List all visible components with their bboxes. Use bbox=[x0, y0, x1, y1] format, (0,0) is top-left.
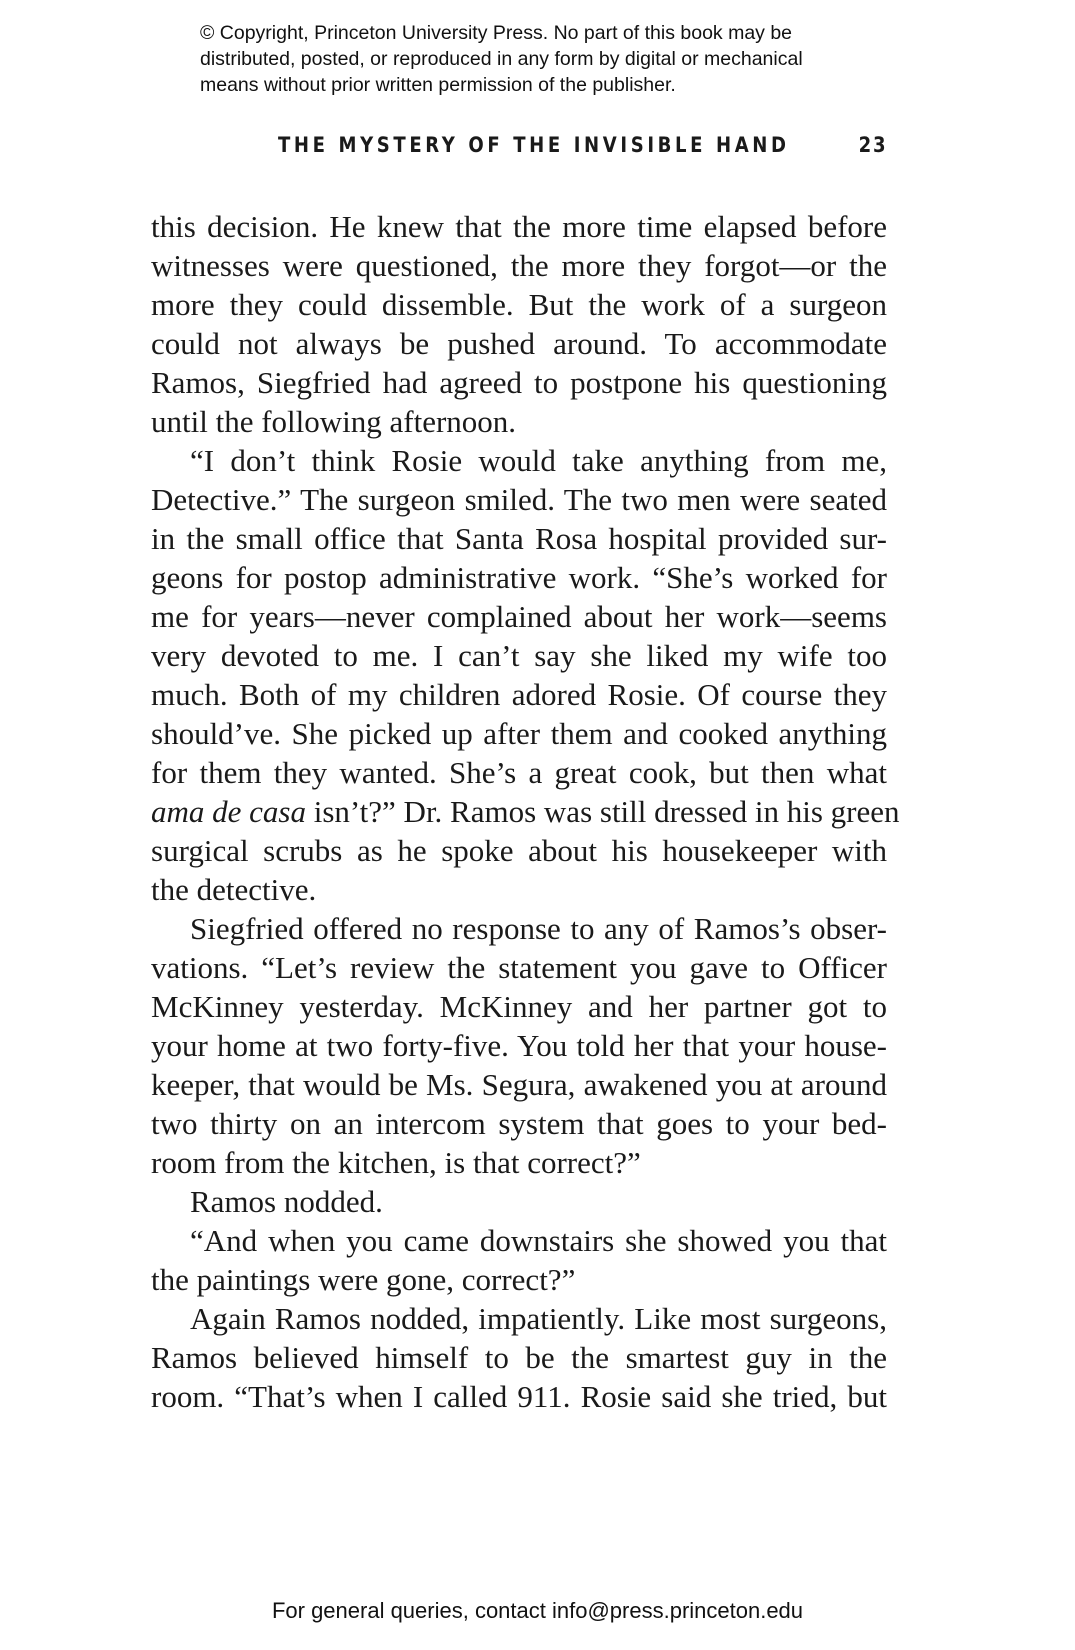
text-line-with-italic bbox=[151, 792, 900, 831]
running-head bbox=[150, 133, 887, 163]
text-line: geons for postop administrative work. “She’s worked for bbox=[151, 560, 887, 595]
body-text bbox=[151, 207, 900, 1416]
running-head-title: THE MYSTERY OF THE INVISIBLE HAND bbox=[278, 133, 790, 157]
text-line: this decision. He knew that the more time elapsed before bbox=[151, 209, 887, 244]
text-line: Siegfried offered no response to any of Ramos’s obser- bbox=[190, 911, 887, 946]
text-line: witnesses were questioned, the more they forgot—or the bbox=[151, 248, 887, 283]
text-line: “I don’t think Rosie would take anything from me, bbox=[190, 443, 887, 478]
text-line: vations. “Let’s review the statement you gave to Officer bbox=[151, 950, 887, 985]
text-line: until the following afternoon. bbox=[151, 404, 517, 439]
text-line: for them they wanted. She’s a great cook, but then what bbox=[151, 755, 887, 790]
text-line: your home at two forty-five. You told her that your house- bbox=[151, 1028, 887, 1063]
text-line: should’ve. She picked up after them and cooked anything bbox=[151, 716, 887, 751]
copyright-line: means without prior written permission of the publisher. bbox=[200, 74, 676, 96]
text-line: more they could dissemble. But the work of a surgeon bbox=[151, 287, 887, 322]
text-line: in the small office that Santa Rosa hospital provided sur- bbox=[151, 521, 887, 556]
text-line: the detective. bbox=[151, 872, 317, 907]
text-line: me for years—never complained about her work—seems bbox=[151, 599, 887, 634]
paragraph bbox=[151, 1299, 887, 1416]
text-line: room from the kitchen, is that correct?” bbox=[151, 1145, 641, 1180]
text-line: room. “That’s when I called 911. Rosie said she tried, but bbox=[151, 1379, 887, 1414]
text-line: could not always be pushed around. To accommodate bbox=[151, 326, 887, 361]
text-line: surgical scrubs as he spoke about his housekeeper with bbox=[151, 833, 887, 868]
copyright-notice bbox=[200, 20, 900, 98]
page-number: 23 bbox=[858, 133, 887, 157]
text-line: keeper, that would be Ms. Segura, awakened you at around bbox=[151, 1067, 887, 1102]
copyright-line: distributed, posted, or reproduced in any form by digital or mechanical bbox=[200, 48, 803, 70]
paragraph bbox=[151, 441, 900, 909]
paragraph bbox=[151, 1221, 887, 1299]
text-line: Ramos, Siegfried had agreed to postpone his questioning bbox=[151, 365, 887, 400]
text-line: Detective.” The surgeon smiled. The two men were seated bbox=[151, 482, 887, 517]
text-line: much. Both of my children adored Rosie. Of course they bbox=[151, 677, 887, 712]
paragraph bbox=[151, 909, 887, 1182]
text-fragment: isn’t?” Dr. Ramos was still dressed in his green bbox=[305, 794, 900, 829]
text-line: Ramos nodded. bbox=[190, 1184, 383, 1219]
text-line: “And when you came downstairs she showed you that bbox=[190, 1223, 887, 1258]
copyright-line: © Copyright, Princeton University Press. No part of this book may be bbox=[200, 22, 793, 44]
text-line: the paintings were gone, correct?” bbox=[151, 1262, 576, 1297]
text-line: Again Ramos nodded, impatiently. Like most surgeons, bbox=[190, 1301, 887, 1336]
paragraph bbox=[151, 207, 887, 441]
text-line: McKinney yesterday. McKinney and her partner got to bbox=[151, 989, 887, 1024]
text-line: two thirty on an intercom system that goes to your bed- bbox=[151, 1106, 887, 1141]
text-line: very devoted to me. I can’t say she liked my wife too bbox=[151, 638, 887, 673]
italic-phrase: ama de casa bbox=[151, 794, 306, 829]
footer-contact: For general queries, contact info@press.princeton.edu bbox=[271, 1598, 804, 1623]
text-line: Ramos believed himself to be the smartest guy in the bbox=[151, 1340, 887, 1375]
paragraph bbox=[151, 1182, 887, 1221]
